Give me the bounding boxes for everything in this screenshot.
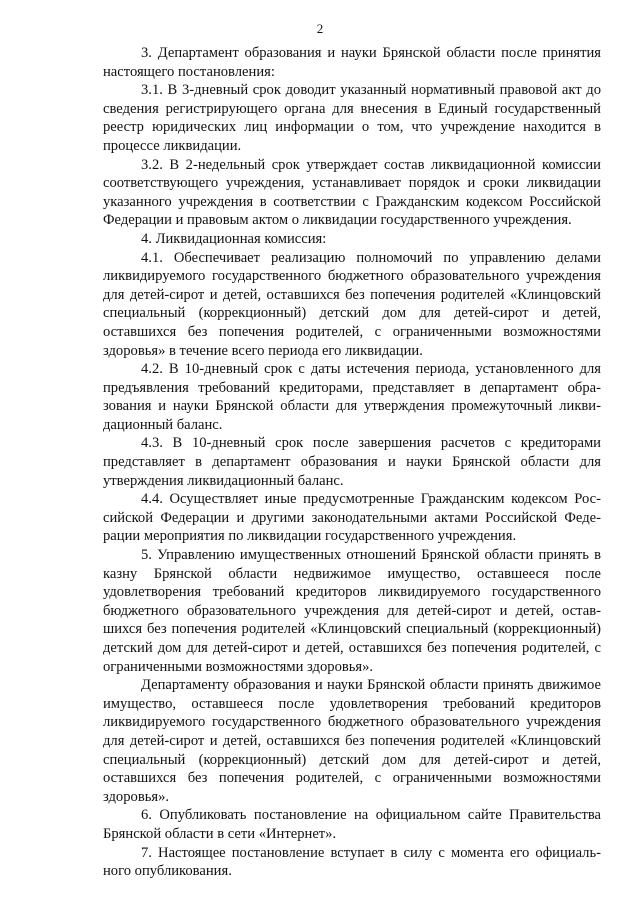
- paragraph-3-2: 3.2. В 2-недельный срок утверждает состав ликвидационной комиссии соответствующего учреждения, устанавливает порядок и сроки ликвидации указанного учреждения в соответствии с Гражданским кодексом Российской Федерации и правовым актом о ликвидации государственного учреждения.: [103, 156, 601, 229]
- paragraph-4-4: 4.4. Осуществляет иные предусмотренные Гражданским кодексом Российской Федерации и другими законодательными актами Российской Федерации мероприятия по ликвидации государственного учреждения.: [103, 491, 601, 545]
- paragraph-4: 4. Ликвидационная комиссия:: [141, 230, 327, 247]
- document-body: [103, 44, 601, 881]
- paragraph-5-department: Департаменту образования и науки Брянской области принять движимое имущество, оставшееся после удовлетворения требований кредиторов ликвидируемого государственного бюджетного образовательного учреждения для детей-сирот и детей, оставшихся без попечения родителей «Клинцовский специальный (коррекционный) детский дом для детей-сирот и детей, оставшихся без попечения родителей, с ограниченными возможностями здоровья».: [103, 677, 601, 805]
- paragraph-3: 3. Департамент образования и науки Брянской области после принятия настоящего постановления:: [103, 45, 601, 80]
- paragraph-7: 7. Настоящее постановление вступает в силу с момента его официального опубликования.: [103, 844, 601, 880]
- paragraph-3-1: 3.1. В 3-дневный срок доводит указанный нормативный правовой акт до сведения регистрирующего органа для внесения в Единый государственный реестр юридических лиц информации о том, что учреждение находится в процессе ликвидации.: [103, 82, 601, 154]
- paragraph-5: 5. Управлению имущественных отношений Брянской области принять в казну Брянской области недвижимое имущество, оставшееся после удовлетворения требований кредиторов ликвидируемого государственного бюджетного образовательного учреждения для детей-сирот и детей, оставшихся без попечения родителей «Клинцовский специальный (коррекционный) детский дом для детей-сирот и детей, оставшихся без попечения родителей, с ограниченными возможностями здоровья».: [103, 547, 601, 675]
- paragraph-4-1: 4.1. Обеспечивает реализацию полномочий по управлению делами ликвидируемого государственного бюджетного образовательного учреждения для детей-сирот и детей, оставшихся без попечения родителей «Клинцовский специальный (коррекционный) детский дом для детей-сирот и детей, оставшихся без попечения родителей, с ограниченными возможностями здоровья» в течение всего периода его ликвидации.: [103, 249, 601, 359]
- paragraph-6: 6. Опубликовать постановление на официальном сайте Правительства Брянской области в сети «Интернет».: [103, 807, 601, 842]
- paragraph-4-2: 4.2. В 10-дневный срок с даты истечения периода, установленного для предъявления требований кредиторами, представляет в департамент образования и науки Брянской области для утверждения промежуточный ликвидационный баланс.: [103, 361, 601, 433]
- paragraph-4-3: 4.3. В 10-дневный срок после завершения расчетов с кредиторами представляет в департамент образования и науки Брянской области для утверждения ликвидационный баланс.: [103, 435, 601, 489]
- page-number: 2: [316, 21, 324, 36]
